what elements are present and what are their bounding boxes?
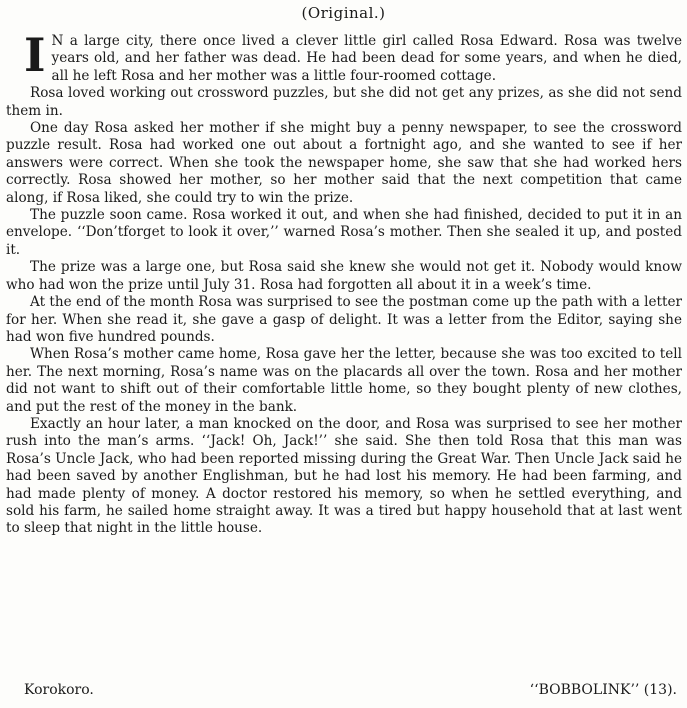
story-paragraph-7: When Rosa’s mother came home, Rosa gave her the letter, because she was too excited to tell her. The next morning, Rosa’s name was on the placards all over the town. Rosa and her mother did not want to shift out of their comfortable little home, so they bought plenty of new clothes, and put the rest of the money in the bank. <box>6 346 682 415</box>
story-paragraph-5: The prize was a large one, but Rosa said she knew she would not get it. Nobody would know who had won the prize until July 31. Rosa had forgotten all about it in a week’s time. <box>6 259 682 293</box>
story-paragraph-1 <box>6 28 682 85</box>
story-heading: (Original.) <box>301 4 386 22</box>
story-paragraph-3: One day Rosa asked her mother if she might buy a penny newspaper, to see the crossword puzzle result. Rosa had worked one out about a fortnight ago, and she wanted to see if her answers were correct. When she took the newspaper home, she saw that she had worked hers correctly. Rosa showed her mother, so her mother said that the next competition that came along, if Rosa liked, she could try to win the prize. <box>6 120 682 206</box>
story-paragraph-4: The puzzle soon came. Rosa worked it out, and when she had finished, decided to put it in an envelope. ‘‘Don’tforget to look it over,’’ warned Rosa’s mother. Then she sealed it up, and posted it. <box>6 207 682 258</box>
story-paragraph-2: Rosa loved working out crossword puzzles, but she did not get any prizes, as she did not send them in. <box>6 85 682 119</box>
drop-cap: I <box>24 28 46 82</box>
author-location: Korokoro. <box>24 682 94 698</box>
paragraph-text: N a large city, there once lived a clever little girl called Rosa Edward. Rosa was twelve years old, and her father was dead. He had been dead for some years, and when he died, all he left Rosa and her mother was a little four-roomed cottage. <box>51 33 682 84</box>
story-paragraph-6: At the end of the month Rosa was surprised to see the postman come up the path with a letter for her. When she read it, she gave a gasp of delight. It was a letter from the Editor, saying she had won five hundred pounds. <box>6 294 682 345</box>
story-body <box>6 28 682 538</box>
author-signature: ‘‘BOBBOLINK’’ (13). <box>529 682 677 698</box>
story-paragraph-8: Exactly an hour later, a man knocked on the door, and Rosa was surprised to see her mother rush into the man’s arms. ‘‘Jack! Oh, Jack!’’ she said. She then told Rosa that this man was Rosa’s Uncle Jack, who had been reported missing during the Great War. Then Uncle Jack said he had been saved by another Englishman, but he had lost his memory. He had been farming, and had made plenty of money. A doctor restored his memory, so when he settled everything, and sold his farm, he sailed home straight away. It was a tired but happy household that at last went to sleep that night in the little house. <box>6 415 682 537</box>
story-footer <box>24 682 679 698</box>
